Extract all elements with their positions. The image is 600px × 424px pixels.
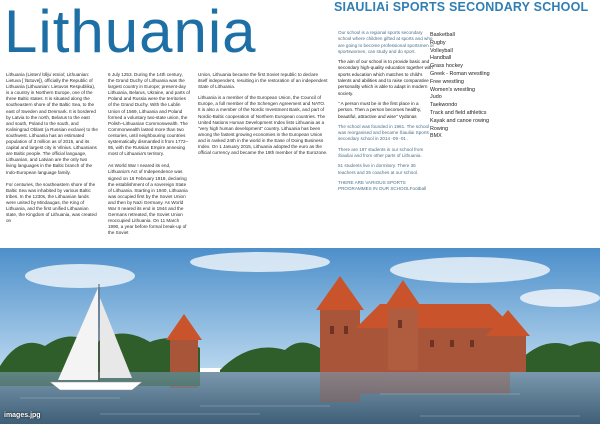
school-title: SIAULIAi SPORTS SECONDARY SCHOOL: [334, 0, 589, 14]
list-item: BMX: [430, 133, 442, 140]
list-item: Volleyball: [430, 47, 453, 54]
article-column-3: [198, 72, 328, 161]
list-item: Rowing: [430, 125, 448, 132]
school-about: [338, 30, 434, 197]
list-item: Free wrestling: [430, 78, 464, 85]
article-paragraph: Union, Lithuania became the first Soviet republic to declare itself independent, resulting in the restoration of an independent State of Lithuania.: [198, 72, 328, 90]
list-item: Track and field athletics: [430, 109, 487, 116]
about-paragraph: There are 197 students in our school from Šiauliai and from other parts of Lithuania.: [338, 146, 424, 159]
list-item: Kayak and canoe rowing: [430, 117, 490, 124]
about-aim: The aim of our school is to provide basic and secondary high-quality education together with sports education which matches to child's talents and abilities and to raise comparative personality which is able to adapt in modern society.: [338, 59, 433, 96]
list-item: Grass hockey: [430, 63, 463, 70]
list-item: Taekwondo: [430, 102, 458, 109]
about-paragraph: 51 students live in dormitory. There 36 teachers and 25 coaches at our school.: [338, 163, 419, 175]
about-paragraph: The school was founded in 1961. The school was reorganised and became Šiauliai Sports secondary school in 2014 -09 -01 .: [338, 123, 430, 142]
article-column-1: [6, 72, 98, 230]
list-item: Handball: [430, 55, 452, 62]
sports-list: [430, 32, 550, 141]
list-item: Greek - Roman wrestling: [430, 70, 490, 77]
list-item: Rugby: [430, 39, 446, 46]
about-quote: " A person must be in the first place in a person. Then a person becomes healthy, beautiful, attractive and wise" Vydūnas: [338, 100, 422, 119]
article-paragraph: Lithuania is a member of the European Union, the Council of Europe, a full member of the Schengen Agreement and NATO. It is also a member of the Nordic Investment Bank, and part of Nordic-Baltic cooperation of Northern European countries. The United Nations Human Development Index lists Lithuania as a "very high human development" country. Lithuania has been among the fastest growing economies in the European Union and is ranked 24th in the world in the Ease of Doing Business Index. On 1 January 2015, Lithuania adopted the euro as the official currency and became the 19th member of the Eurozone.: [198, 95, 328, 156]
list-item: Women's wrestling: [430, 86, 475, 93]
list-item: Basketball: [430, 32, 455, 38]
about-paragraph: Our school is a regional sports secondary school where children gifted at sports and who are going to become professional sportsmen or sportswomen, can study and do sport.: [338, 30, 435, 54]
article-column-2: [108, 72, 190, 242]
article-paragraph: Lithuania (Listen/ lɪθjuˈeɪniə/; Lithuanian: Lietuva [ˈlʲɪɛtʊvɐ]), officially the Republic of Lithuania (Lithuanian: Lietuvos Respublika), is a country in Northern Europe, one of the three Baltic states. It is situated along the southeastern shore of the Baltic Sea, to the east of Sweden and Denmark. It is bordered by Latvia to the north, Belarus to the east and south, Poland to the south, and Kaliningrad Oblast (a Russian exclave) to the southwest. Lithuania has an estimated population of 3 million as of 2015, and its capital and largest city is Vilnius. Lithuanians are Baltic people. The official language, Lithuanian, and Latvian are the only two living languages in the Baltic branch of the Indo-European language family.: [6, 72, 98, 175]
page-title: Lithuania: [4, 0, 257, 65]
about-paragraph: THERE ARE VARIOUS SPORTS PROGRAMMES IN OUR SCHOOLFootball: [338, 179, 427, 192]
article-paragraph: For centuries, the southeastern shore of the Baltic Sea was inhabited by various Baltic tribes. In the 1230s, the Lithuanian lands were united by Mindaugas, the King of Lithuania, and the first unified Lithuanian state, the Kingdom of Lithuania, was created on: [6, 181, 97, 224]
image-caption: images.jpg: [4, 412, 41, 419]
article-paragraph: As World War I neared its end, Lithuania's Act of Independence was signed on 16 February 1918, declaring the establishment of a sovereign State of Lithuania. Starting in 1940, Lithuania was occupied first by the Soviet Union and then by Nazi Germany. As World War II neared its end in 1944 and the Germans retreated, the Soviet Union reoccupied Lithuania. On 11 March 1990, a year before formal break-up of the Soviet: [108, 163, 188, 236]
castle-photo: [0, 248, 600, 424]
article-paragraph: 6 July 1253. During the 14th century, the Grand Duchy of Lithuania was the largest country in Europe; present-day Lithuania, Belarus, Ukraine, and parts of Poland and Russia were the territories of the Grand Duchy. With the Lublin Union of 1569, Lithuania and Poland formed a voluntary two-state union, the Polish–Lithuanian Commonwealth. The Commonwealth lasted more than two centuries, until neighbouring countries systematically dismantled it from 1772–95, with the Russian Empire annexing most of Lithuania's territory.: [108, 72, 190, 157]
list-item: Judo: [430, 94, 442, 101]
